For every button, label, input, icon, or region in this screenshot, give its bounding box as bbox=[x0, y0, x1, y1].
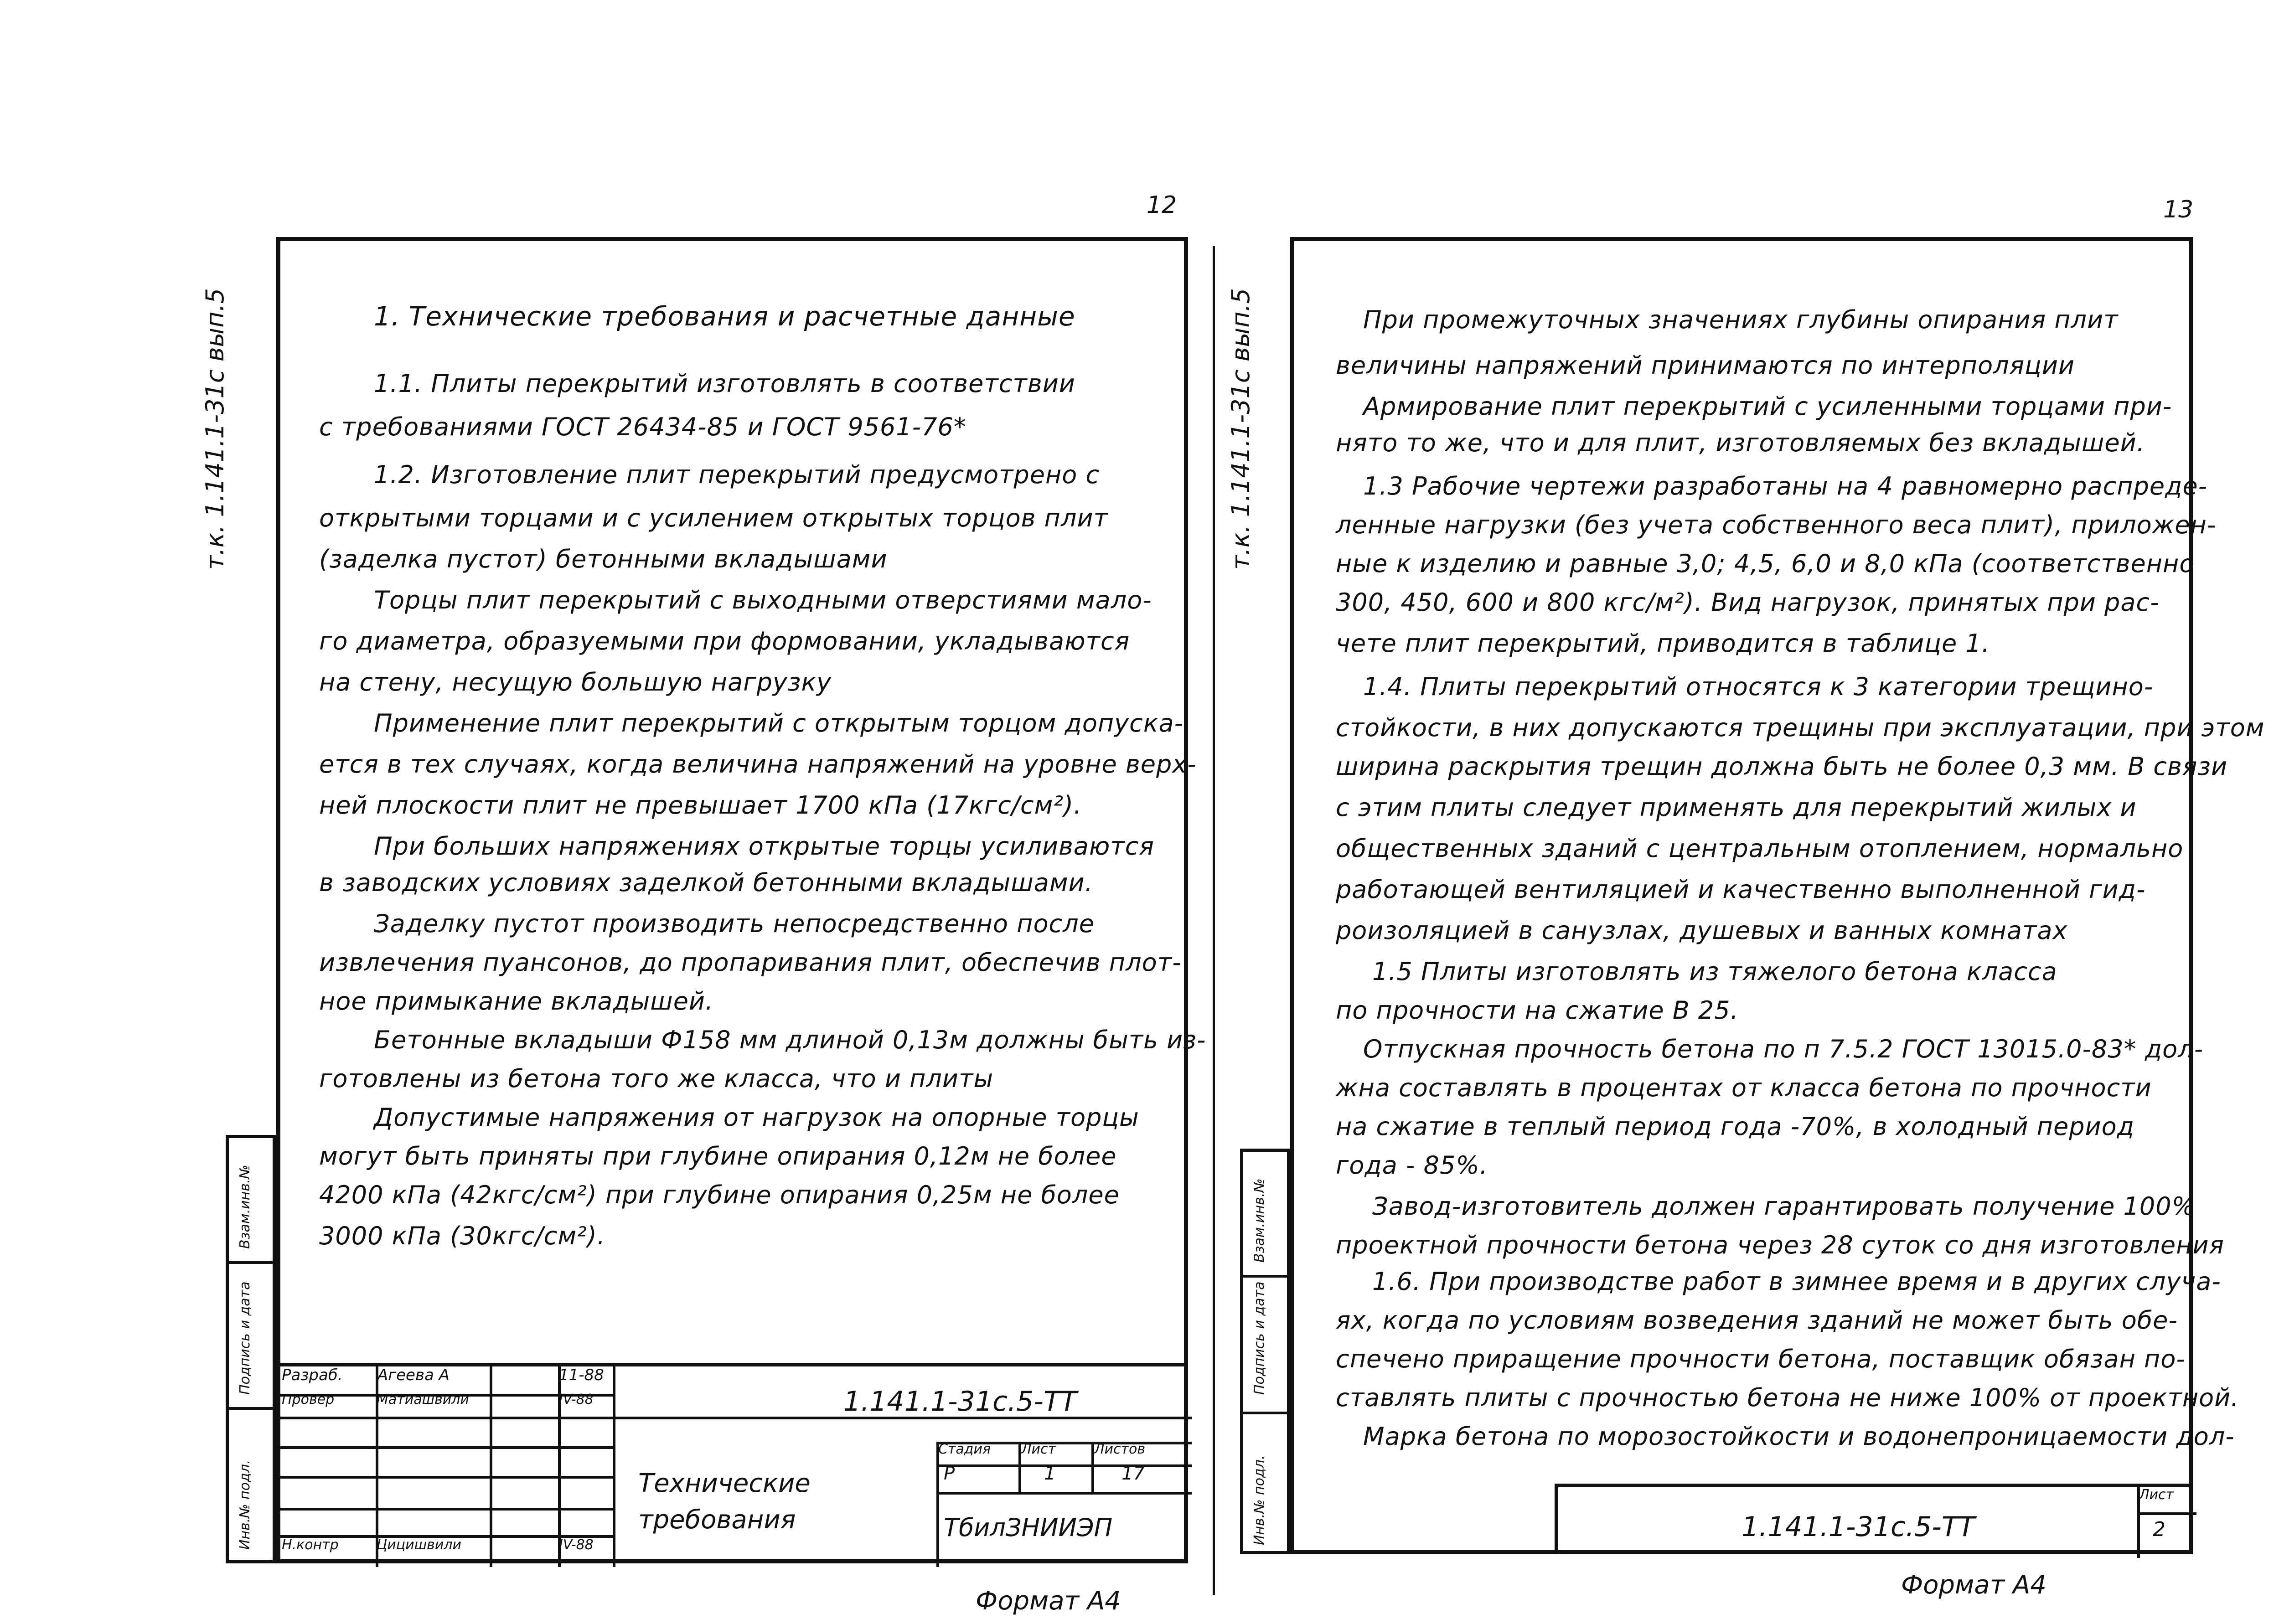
right-line-6: ные к изделию и равные 3,0; 4,5, 6,0 и 8,0 кПа (соответственно bbox=[1336, 549, 2195, 578]
right-line-9: 1.4. Плиты перекрытий относятся к 3 категории трещино- bbox=[1363, 672, 2154, 701]
right-line-12: с этим плиты следует применять для перекрытий жилых и bbox=[1336, 793, 2137, 822]
left-line-19: Допустимые напряжения от нагрузок на опорные торцы bbox=[374, 1103, 1139, 1132]
left-line-5: (заделка пустот) бетонными вкладышами bbox=[319, 545, 888, 573]
left-line-10: ется в тех случаях, когда величина напряжений на уровне верх- bbox=[319, 750, 1197, 778]
tb-row1-name: Матиашвили bbox=[377, 1392, 469, 1407]
left-line-16: ное примыкание вкладышей. bbox=[319, 987, 714, 1016]
tb-row0-name: Агеева А bbox=[377, 1366, 450, 1384]
left-line-11: ней плоскости плит не превышает 1700 кПа (17кгс/см²). bbox=[319, 791, 1082, 820]
right-tb-document-code: 1.141.1-31с.5-ТТ bbox=[1742, 1511, 1975, 1543]
tb-sheets-value: 17 bbox=[1121, 1463, 1145, 1484]
right-line-15: роизоляцией в санузлах, душевых и ванных комнатах bbox=[1336, 916, 2068, 945]
right-line-24: 1.6. При производстве работ в зимнее время и в других случа- bbox=[1372, 1267, 2221, 1296]
right-line-1: величины напряжений принимаются по интерполяции bbox=[1336, 351, 2075, 380]
left-line-21: 4200 кПа (42кгс/см²) при глубине опирания 0,25м не более bbox=[319, 1181, 1120, 1209]
left-strip-label-inv: Инв.№ подл. bbox=[237, 1459, 253, 1550]
left-line-1: 1.1. Плиты перекрытий изготовлять в соответствии bbox=[374, 369, 1075, 398]
left-side-code: т.к. 1.141.1-31с вып.5 bbox=[201, 288, 229, 570]
tb-row0-role: Разраб. bbox=[282, 1366, 343, 1384]
right-strip-label-sign: Подпись и дата bbox=[1251, 1281, 1267, 1395]
tb-document-code: 1.141.1-31с.5-ТТ bbox=[843, 1386, 1077, 1418]
tb-stage-value: Р bbox=[944, 1463, 955, 1484]
left-line-14: Заделку пустот производить непосредственно после bbox=[374, 909, 1095, 938]
right-tb-sheet-label: Лист bbox=[2139, 1487, 2174, 1503]
right-line-16: 1.5 Плиты изготовлять из тяжелого бетона класса bbox=[1372, 957, 2057, 986]
tb-sheet-label: Лист bbox=[1021, 1441, 1056, 1457]
tb-row5-role: Н.контр bbox=[282, 1537, 339, 1553]
page-fold-line bbox=[1213, 246, 1215, 1595]
right-line-18: Отпускная прочность бетона по п 7.5.2 ГОСТ 13015.0-83* дол- bbox=[1363, 1035, 2204, 1063]
left-line-4: открытыми торцами и с усилением открытых торцов плит bbox=[319, 504, 1109, 532]
right-tb-sheet-value: 2 bbox=[2153, 1518, 2165, 1541]
right-line-20: на сжатие в теплый период года -70%, в холодный период bbox=[1336, 1112, 2134, 1141]
right-line-27: ставлять плиты с прочностью бетона не ниже 100% от проектной. bbox=[1336, 1383, 2239, 1412]
right-strip-label-inv: Инв.№ подл. bbox=[1251, 1455, 1267, 1545]
tb-sheet-value: 1 bbox=[1044, 1463, 1056, 1484]
tb-row5-name: Цицишвили bbox=[377, 1537, 462, 1553]
right-line-4: 1.3 Рабочие чертежи разработаны на 4 равномерно распреде- bbox=[1363, 472, 2208, 500]
tb-row1-role: Провер bbox=[282, 1392, 335, 1407]
right-line-25: ях, когда по условиям возведения зданий не может быть обе- bbox=[1336, 1306, 2178, 1335]
right-line-22: Завод-изготовитель должен гарантировать получение 100% bbox=[1372, 1192, 2196, 1221]
right-side-code: т.к. 1.141.1-31с вып.5 bbox=[1226, 288, 1255, 570]
right-strip-label-vzam: Взам.инв.№ bbox=[1251, 1178, 1267, 1263]
left-strip-label-vzam: Взам.инв.№ bbox=[237, 1165, 253, 1249]
tb-stage-label: Стадия bbox=[938, 1441, 991, 1457]
right-line-13: общественных зданий с центральным отоплением, нормально bbox=[1336, 834, 2184, 863]
left-line-13: в заводских условиях заделкой бетонными вкладышами. bbox=[319, 868, 1093, 897]
tb-row0-date: 11-88 bbox=[559, 1366, 604, 1384]
right-line-2: Армирование плит перекрытий с усиленными торцами при- bbox=[1363, 392, 2172, 421]
left-page-number: 12 bbox=[1147, 191, 1177, 219]
left-line-2: с требованиями ГОСТ 26434-85 и ГОСТ 9561-76* bbox=[319, 412, 966, 441]
right-line-11: ширина раскрытия трещин должна быть не более 0,3 мм. В связи bbox=[1336, 752, 2228, 781]
right-line-17: по прочности на сжатие В 25. bbox=[1336, 996, 1739, 1025]
left-line-22: 3000 кПа (30кгс/см²). bbox=[319, 1222, 606, 1250]
right-line-10: стойкости, в них допускаются трещины при эксплуатации, при этом bbox=[1336, 713, 2265, 742]
left-line-6: Торцы плит перекрытий с выходными отверстиями мало- bbox=[374, 586, 1152, 614]
left-line-15: извлечения пуансонов, до пропаривания плит, обеспечив плот- bbox=[319, 948, 1182, 977]
right-line-28: Марка бетона по морозостойкости и водонепроницаемости дол- bbox=[1363, 1422, 2235, 1451]
left-strip-label-sign: Подпись и дата bbox=[237, 1281, 253, 1395]
right-page-number: 13 bbox=[2163, 196, 2194, 223]
left-line-17: Бетонные вкладыши Ф158 мм длиной 0,13м должны быть из- bbox=[374, 1026, 1206, 1054]
left-line-20: могут быть приняты при глубине опирания 0,12м не более bbox=[319, 1142, 1117, 1170]
right-line-14: работающей вентиляцией и качественно выполненной гид- bbox=[1336, 875, 2146, 904]
tb-sheets-label: Листов bbox=[1094, 1441, 1146, 1457]
right-line-3: нято то же, что и для плит, изготовляемых без вкладышей. bbox=[1336, 428, 2145, 457]
right-line-21: года - 85%. bbox=[1336, 1151, 1488, 1180]
tb-row1-date: IV-88 bbox=[559, 1392, 594, 1407]
right-line-7: 300, 450, 600 и 800 кгс/м²). Вид нагрузок, принятых при рас- bbox=[1336, 588, 2160, 617]
right-line-19: жна составлять в процентах от класса бетона по прочности bbox=[1336, 1073, 2152, 1102]
tb-document-title: Технические требования bbox=[638, 1469, 811, 1535]
right-line-5: ленные нагрузки (без учета собственного веса плит), приложен- bbox=[1336, 510, 2217, 539]
left-format-label: Формат А4 bbox=[976, 1586, 1121, 1616]
left-line-12: При больших напряжениях открытые торцы усиливаются bbox=[374, 832, 1154, 861]
right-line-23: проектной прочности бетона через 28 суток со дня изготовления bbox=[1336, 1231, 2225, 1259]
left-line-0: 1. Технические требования и расчетные данные bbox=[374, 301, 1075, 332]
left-line-3: 1.2. Изготовление плит перекрытий предусмотрено с bbox=[374, 460, 1100, 489]
right-line-26: спечено приращение прочности бетона, поставщик обязан по- bbox=[1336, 1345, 2186, 1373]
left-line-8: на стену, несущую большую нагрузку bbox=[319, 668, 832, 696]
left-line-7: го диаметра, образуемыми при формовании, укладываются bbox=[319, 627, 1130, 655]
tb-row5-date: IV-88 bbox=[559, 1537, 594, 1553]
right-line-8: чете плит перекрытий, приводится в таблице 1. bbox=[1336, 629, 1990, 658]
right-line-0: При промежуточных значениях глубины опирания плит bbox=[1363, 305, 2119, 334]
left-line-18: готовлены из бетона того же класса, что и плиты bbox=[319, 1064, 994, 1093]
left-line-9: Применение плит перекрытий с открытым торцом допуска- bbox=[374, 709, 1184, 737]
right-format-label: Формат А4 bbox=[1901, 1570, 2046, 1600]
tb-organization: ТбилЗНИИЭП bbox=[944, 1513, 1113, 1542]
